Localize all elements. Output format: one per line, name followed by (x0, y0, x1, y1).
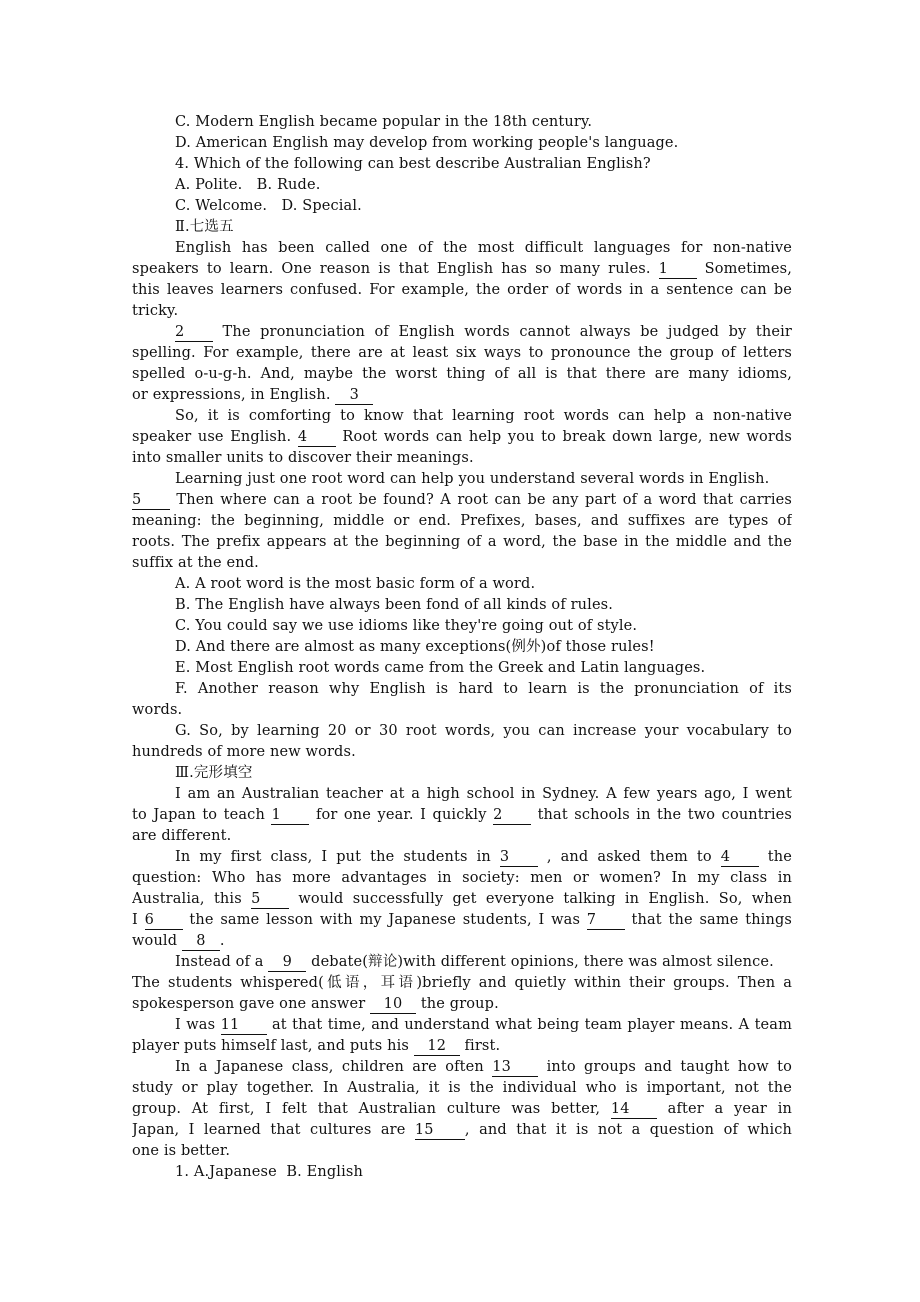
s3-p3-text: the group. (420, 996, 499, 1012)
s2-p4-text: Then where can a root be found? A root can be any part of a word that carries (176, 492, 792, 508)
s3-p5-text: In a Japanese class, children are often (175, 1059, 484, 1075)
s2-option-d: D. And there are almost as many exceptions(例外)of those rules! (175, 639, 655, 655)
q4-options-ab: A. Polite. B. Rude. (175, 177, 321, 193)
s2-p4-line1: Learning just one root word can help you understand several words in English. (175, 471, 770, 487)
s3-p5-text: Japan, I learned that cultures are (132, 1122, 406, 1138)
s2-p1-text: Sometimes, (704, 261, 792, 277)
s3-p2-line1 (132, 847, 792, 868)
s3-p2-text: Australia, this (132, 891, 242, 907)
s3-question-1-options: 1. A.Japanese B. English (175, 1164, 363, 1180)
section-2-heading: Ⅱ.七选五 (175, 219, 234, 235)
s2-p1-line2 (132, 259, 792, 280)
s2-option-f: F. Another reason why English is hard to learn is the pronunciation of its (175, 681, 792, 697)
s3-p5-line2: study or play together. In Australia, it is the individual who is important, not the (132, 1080, 792, 1096)
s3-p4-line1 (132, 1015, 792, 1036)
s3-p2-text: the (767, 849, 792, 865)
s3-p2-line4 (132, 910, 792, 931)
s3-p3-line2: The students whispered(低语，耳语)briefly and quietly within their groups. Then a (132, 975, 792, 991)
s2-p1-text: speakers to learn. One reason is that English has so many rules. (132, 261, 651, 277)
s2-p1-line3: this leaves learners confused. For example, the order of words in a sentence can be (132, 282, 792, 298)
s3-p5-line3 (132, 1099, 792, 1120)
s2-option-g-cont: hundreds of more new words. (132, 744, 356, 760)
s3-p2-text: that the same things (631, 912, 792, 928)
s2-p2-line3: spelled o-u-g-h. And, maybe the worst thing of all is that there are many idioms, (132, 366, 792, 382)
s3-p3-text: spokesperson gave one answer (132, 996, 366, 1012)
s2-option-b: B. The English have always been fond of all kinds of rules. (175, 597, 614, 613)
s3-p4-text: I was (175, 1017, 216, 1033)
blank-s3-4[interactable]: 4 (721, 849, 759, 867)
s2-option-f-cont: words. (132, 702, 183, 718)
s3-p2-text: . (219, 933, 225, 949)
s3-p5-line1 (132, 1057, 792, 1078)
blank-s3-2[interactable]: 2 (493, 807, 531, 825)
q3-option-d: D. American English may develop from working people's language. (175, 135, 679, 151)
s2-option-g: G. So, by learning 20 or 30 root words, you can increase your vocabulary to (175, 723, 792, 739)
s3-p5-text: group. At first, I felt that Australian culture was better, (132, 1101, 601, 1117)
s3-p2-line3 (132, 889, 792, 910)
s3-p2-line5 (132, 931, 792, 952)
blank-s3-6[interactable]: 6 (145, 912, 183, 930)
s2-p3-line2 (132, 427, 792, 448)
s2-p4-line5: suffix at the end. (132, 555, 259, 571)
s3-p5-text: , and that it is not a question of which (464, 1122, 792, 1138)
s2-p2-line2: spelling. For example, there are at least six ways to pronounce the group of letters (132, 345, 792, 361)
s2-p4-line4: roots. The prefix appears at the beginning of a word, the base in the middle and the (132, 534, 792, 550)
s2-p3-line3: into smaller units to discover their meanings. (132, 450, 474, 466)
s3-p5-line4 (132, 1120, 792, 1141)
s3-p2-text: I (132, 912, 138, 928)
s2-p2-text: or expressions, in English. (132, 387, 331, 403)
s3-p2-text: would (132, 933, 178, 949)
s3-p1-text: for one year. I quickly (315, 807, 487, 823)
s2-option-a: A. A root word is the most basic form of a word. (175, 576, 536, 592)
blank-s3-1[interactable]: 1 (271, 807, 309, 825)
s3-p1-text: that schools in the two countries (537, 807, 792, 823)
document-page (132, 112, 792, 1183)
q3-option-c: C. Modern English became popular in the 18th century. (175, 114, 593, 130)
s3-p4-text: player puts himself last, and puts his (132, 1038, 409, 1054)
s3-p2-text: would successfully get everyone talking in English. So, when (298, 891, 792, 907)
s2-p4-line3: meaning: the beginning, middle or end. Prefixes, bases, and suffixes are types of (132, 513, 792, 529)
blank-s2-1[interactable]: 1 (659, 261, 697, 279)
s3-p1-line3: are different. (132, 828, 232, 844)
blank-s2-3[interactable]: 3 (335, 387, 373, 405)
section-3-heading: Ⅲ.完形填空 (175, 765, 253, 781)
s3-p2-text: the same lesson with my Japanese students, I was (189, 912, 581, 928)
blank-s3-7[interactable]: 7 (587, 912, 625, 930)
s2-p1-line4: tricky. (132, 303, 179, 319)
s3-p1-line2 (132, 805, 792, 826)
s3-p1-text: to Japan to teach (132, 807, 265, 823)
blank-s3-8[interactable]: 8 (182, 933, 220, 951)
s3-p2-text: , and asked them to (546, 849, 712, 865)
s2-p4-line2 (132, 490, 792, 511)
s3-p1-line1: I am an Australian teacher at a high school in Sydney. A few years ago, I went (175, 786, 792, 802)
s2-p3-text: speaker use English. (132, 429, 292, 445)
blank-s3-10[interactable]: 10 (370, 996, 416, 1014)
s3-p2-text: In my first class, I put the students in (175, 849, 491, 865)
blank-s3-15[interactable]: 15 (415, 1122, 465, 1140)
s3-p4-line2 (132, 1036, 792, 1057)
blank-s3-5[interactable]: 5 (251, 891, 289, 909)
s3-p2-line2: question: Who has more advantages in society: men or women? In my class in (132, 870, 792, 886)
s3-p5-text: after a year in (667, 1101, 792, 1117)
s2-p3-text: Root words can help you to break down large, new words (342, 429, 792, 445)
s3-p5-text: into groups and taught how to (546, 1059, 792, 1075)
s2-option-e: E. Most English root words came from the Greek and Latin languages. (175, 660, 706, 676)
s2-p1-line1: English has been called one of the most difficult languages for non-native (175, 240, 792, 256)
blank-s2-5[interactable]: 5 (132, 492, 170, 510)
s3-p3-line3 (132, 994, 792, 1015)
s2-p2-line4 (132, 385, 792, 406)
blank-s3-3[interactable]: 3 (500, 849, 538, 867)
s3-p3-line1 (132, 952, 792, 973)
blank-s2-2[interactable]: 2 (175, 324, 213, 342)
blank-s3-14[interactable]: 14 (611, 1101, 657, 1119)
q4-stem: 4. Which of the following can best describe Australian English? (175, 156, 651, 172)
s2-p2-line1 (132, 322, 792, 343)
s2-p3-line1: So, it is comforting to know that learning root words can help a non-native (175, 408, 792, 424)
blank-s2-4[interactable]: 4 (298, 429, 336, 447)
q4-options-cd: C. Welcome. D. Special. (175, 198, 362, 214)
blank-s3-9[interactable]: 9 (268, 954, 306, 972)
s2-option-c: C. You could say we use idioms like they're going out of style. (175, 618, 638, 634)
blank-s3-13[interactable]: 13 (492, 1059, 538, 1077)
s2-p2-text: The pronunciation of English words cannot always be judged by their (222, 324, 792, 340)
s3-p3-text: debate(辩论)with different opinions, there was almost silence. (311, 954, 774, 970)
s3-p4-text: first. (464, 1038, 501, 1054)
s3-p5-line5: one is better. (132, 1143, 231, 1159)
s3-p3-text: Instead of a (175, 954, 264, 970)
blank-s3-11[interactable]: 11 (221, 1017, 267, 1035)
s3-p4-text: at that time, and understand what being team player means. A team (271, 1017, 792, 1033)
blank-s3-12[interactable]: 12 (414, 1038, 460, 1056)
